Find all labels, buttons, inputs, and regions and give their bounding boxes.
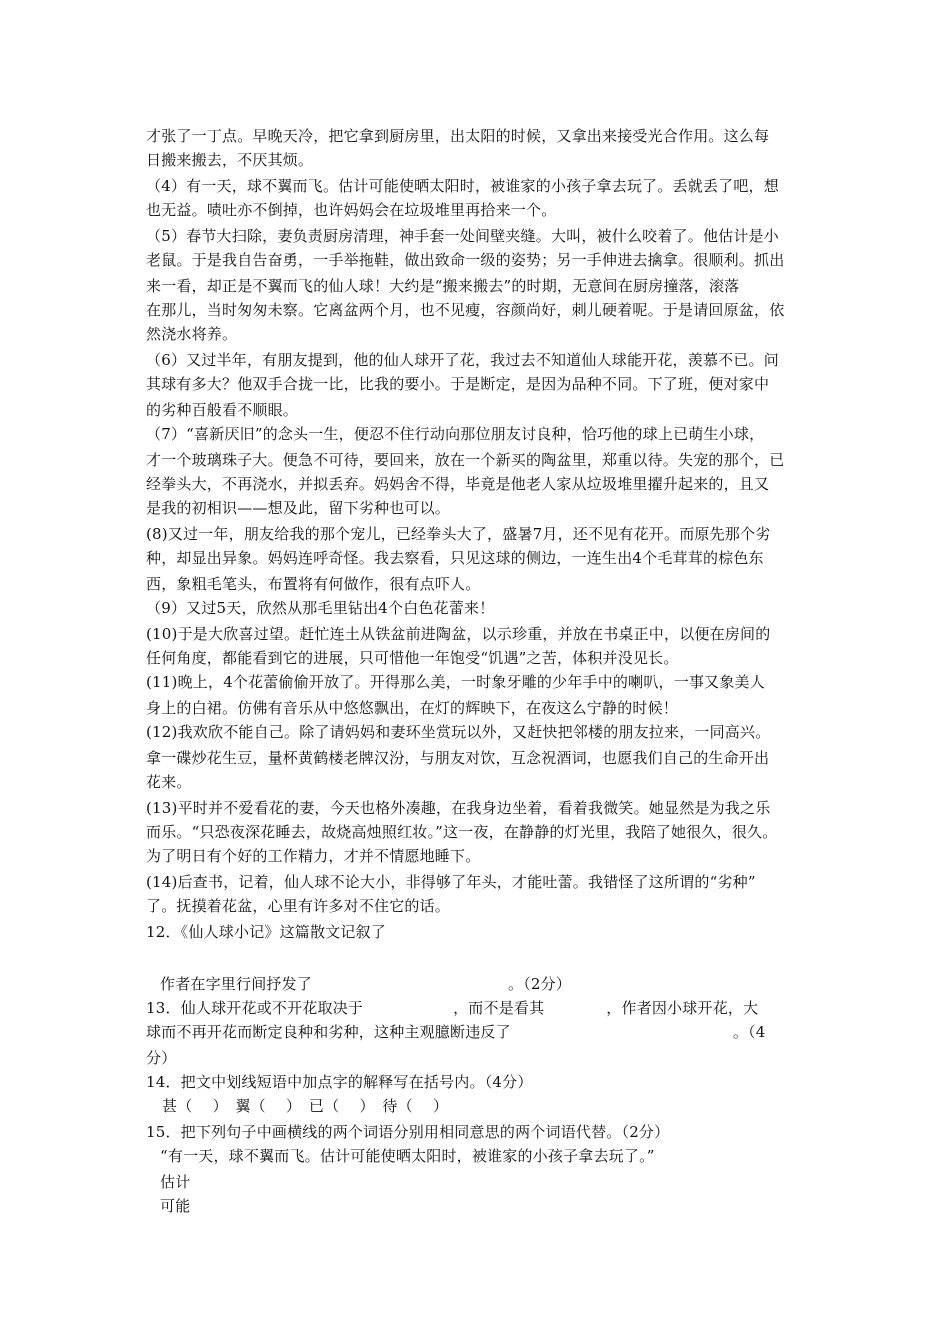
- question-13-text: ，而不是看其: [453, 999, 545, 1017]
- question-14-prompt: 14．把文中划线短语中加点字的解释写在括号内。（4分）: [146, 1073, 533, 1091]
- text-line: 任何角度，都能看到它的进展，只可惜他一年饱受“饥遇”之苦，体积并没见长。: [146, 649, 679, 667]
- text-line: 西，象粗毛笔头，布置将有何做作，很有点吓人。: [146, 575, 481, 593]
- text-line: 为了明日有个好的工作精力，才并不情愿地睡下。: [146, 847, 481, 865]
- text-line: 拿一碟炒花生豆，量杯黄鹤楼老牌汉汾，与朋友对饮，互念祝酒词，也愿我们自己的生命开出: [146, 749, 770, 767]
- text-line: 是我的初相识——想及此，留下劣种也可以。: [146, 499, 451, 517]
- text-line: (14)后查书，记着，仙人球不论大小，非得够了年头，才能吐蕾。我错怪了这所谓的“劣种”: [146, 873, 756, 891]
- text-line: 也无益。啧吐亦不倒掉，也许妈妈会在垃圾堆里再拾来一个。: [146, 201, 557, 219]
- text-line: 花来。: [146, 773, 192, 791]
- text-line: (13)平时并不爱看花的妻，今天也格外凑趣，在我身边坐着，看着我微笑。她显然是为我之乐: [146, 799, 771, 817]
- text-line: 才张了一丁点。早晚天冷，把它拿到厨房里，出太阳的时候，又拿出来接受光合作用。这么每: [146, 127, 770, 145]
- text-line: 的劣种百般看不顺眼。: [146, 401, 299, 419]
- question-14-answers[interactable]: 甚（ ） 翼（ ） 已（ ） 待（ ）: [162, 1097, 449, 1115]
- text-line: （7）“喜新厌旧”的念头一生，便忍不住行动向那位朋友讨良种，恰巧他的球上已萌生小球，: [146, 425, 765, 443]
- text-line: （6）又过半年，有朋友提到，他的仙人球开了花，我过去不知道仙人球能开花，羡慕不已。问: [146, 351, 779, 369]
- text-line: 其球有多大？他双手合拢一比，比我的要小。于是断定，是因为品种不同。下了班，便对家中: [146, 375, 770, 393]
- question-15-prompt: 15．把下列句子中画横线的两个词语分别用相同意思的两个词语代替。（2分）: [146, 1123, 670, 1141]
- question-12-text: 作者在字里行间抒发了: [160, 975, 313, 993]
- text-line: 种，却显出异象。妈妈连呼奇怪。我去察看，只见这球的侧边，一连生出4个毛茸茸的棕色东: [146, 549, 764, 567]
- question-15-word-2[interactable]: 可能: [160, 1197, 191, 1215]
- text-line: 在那儿，当时匆匆未察。它离盆两个月，也不见瘦，容颜尚好，刺儿硬着呢。于是请回原盆，依: [146, 301, 785, 319]
- text-line: 然浇水将养。: [146, 325, 238, 343]
- question-13-text: ，作者因小球开花，大: [606, 999, 759, 1017]
- question-13-line3: 分）: [146, 1049, 177, 1067]
- question-13-line1: [146, 996, 816, 1020]
- question-13-text: 13．仙人球开花或不开花取决于: [146, 999, 364, 1017]
- question-12-line2: [146, 972, 830, 996]
- text-line: 身上的白裙。仿佛有音乐从中悠悠飘出，在灯的辉映下，在夜这么宁静的时候！: [146, 699, 679, 717]
- text-line: 了。抚摸着花盆，心里有许多对不住它的话。: [146, 897, 451, 915]
- text-line: 经拳头大，不再浇水，并拟丢弃。妈妈舍不得，毕竟是他老人家从垃圾堆里擢升起来的，且又: [146, 475, 770, 493]
- text-line: (10)于是大欣喜过望。赶忙连土从铁盆前进陶盆，以示珍重，并放在书桌正中，以便在房间的: [146, 625, 771, 643]
- question-13-score: 。（4: [732, 1023, 766, 1041]
- text-line: 才一个玻璃珠子大。便急不可待，要回来，放在一个新买的陶盆里，郑重以待。失宠的那个，已: [146, 451, 785, 469]
- text-line: (8)又过一年，朋友给我的那个宠儿，已经拳头大了，盛暑7月，还不见有花开。而原先那个劣: [146, 525, 771, 543]
- text-line: 而乐。“只恐夜深花睡去，故烧高烛照红妆。”这一夜，在静静的灯光里，我陪了她很久，很久。: [146, 823, 778, 841]
- text-line: 日搬来搬去，不厌其烦。: [146, 151, 314, 169]
- text-line: 来一看，却正是不翼而飞的仙人球！大约是“搬来搬去”的时期，无意间在厨房撞落，滚落: [146, 277, 740, 295]
- question-12-score: 。（2分）: [508, 975, 572, 993]
- question-13-line2: [146, 1020, 816, 1044]
- question-15-word-1[interactable]: 估计: [160, 1173, 191, 1191]
- question-12-prompt: 12．《仙人球小记》这篇散文记叙了: [146, 923, 386, 941]
- text-line: (12)我欢欣不能自己。除了请妈妈和妻环坐赏玩以外，又赶快把邻楼的朋友拉来，一同高兴。: [146, 723, 771, 741]
- question-13-text: 球而不再开花而断定良种和劣种，这种主观臆断违反了: [146, 1023, 511, 1041]
- text-line: 老鼠。于是我自告奋勇，一手举拖鞋，做出致命一级的姿势；另一手伸进去擒拿。很顺利。抓出: [146, 251, 785, 269]
- text-line: （4）有一天，球不翼而飞。估计可能使晒太阳时，被谁家的小孩子拿去玩了。丢就丢了吧，想: [146, 177, 779, 195]
- question-15-quote: “有一天，球不翼而飞。估计可能使晒太阳时，被谁家的小孩子拿去玩了。”: [160, 1147, 655, 1165]
- text-line: （9）又过5天，欣然从那毛里钻出4个白色花蕾来！: [146, 599, 495, 617]
- text-line: (11)晚上，4个花蕾偷偷开放了。开得那么美，一时象牙雕的少年手中的喇叭，一事又象美人: [146, 673, 765, 691]
- text-line: （5）春节大扫除，妻负责厨房清理，神手套一处间壁夹缝。大叫，被什么咬着了。他估计是小: [146, 227, 779, 245]
